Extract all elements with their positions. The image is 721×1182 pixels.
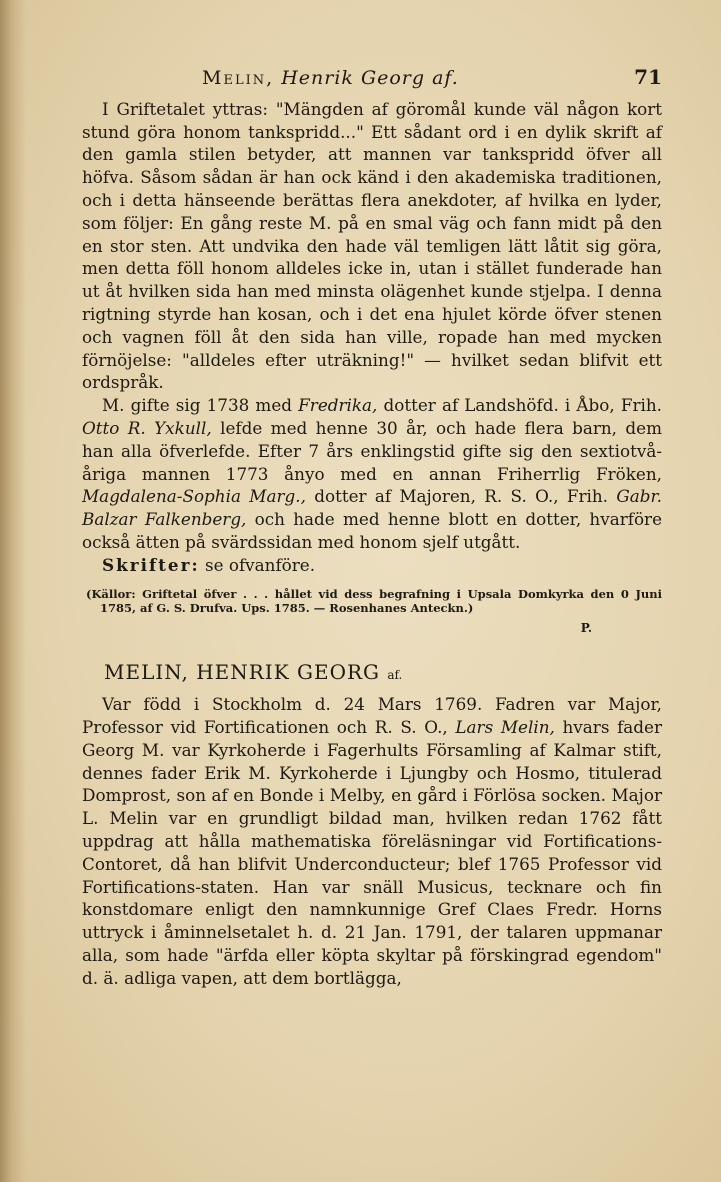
marriage-text-b: dotter af Landshöfd. i Åbo, Frih. [377,395,663,416]
paragraph-writings [82,554,662,577]
entry-title [82,661,662,687]
marriage-text-a: M. gifte sig 1738 med [102,395,299,416]
writings-text: se ofvanföre. [199,554,316,575]
entry-text-a: Var född i Stockholm d. 24 Mars 1769. Fadren var Major, Professor vid Fortificationen och R. S. O., [82,694,662,737]
page-number: 71 [634,65,662,89]
entry-title-name: MELIN, HENRIK GEORG [104,660,381,685]
writings-label: Skrifter: [102,554,200,575]
wife-1-name: Fredrika, [298,395,378,416]
header-name [202,67,459,90]
marriage-text-c: lefde med henne 30 år, och hade flera barn, dem han alla öfverlefde. Efter 7 års enklingstid gifte sig den sextiotvå-åriga mannen 1773 ånyo med en annan Friherrlig Fröken, [82,417,662,484]
paragraph-marriage [82,394,662,554]
paragraph-entry-birth [82,693,662,989]
header-given-name: Henrik Georg af. [281,67,459,89]
father-in-law-1: Otto R. Yxkull, [82,417,212,438]
sources-note: (Källor: Griftetal öfver . . . hållet vid dess begrafning i Upsala Domkyrka den 0 Juni 1785, af G. S. Drufva. Ups. 1785. — Rosenhanes Anteckn.) [86,586,662,615]
header-surname: Melin, [202,67,275,89]
paragraph-griftetal: I Griftetalet yttras: "Mängden af göromål kunde väl någon kort stund göra honom tankspridd..." Ett sådant ord i en dylik skrift af den gamla stilen betyder, att mannen var tankspridd öfver all höfva. Såsom sådan är han ock känd i den akademiska traditionen, och i detta hänseende berättas flera anekdoter, af hvilka en lyder, som följer: En gång reste M. på en smal väg och fann midt på den en stor sten. Att undvika den hade väl temligen lätt låtit sig göra, men detta föll honom alldeles icke in, utan i stället funderade han ut åt hvilken sida han med minsta olägenhet kunde stjelpa. I denna rigtning styrde han kosan, och i det ena hjulet körde öfver stenen och vagnen föll åt den sida han ville, ropade han med mycken förnöjelse: "alldeles efter uträkning!" — hvilket sedan blifvit ett ordspråk. [82,98,662,393]
entry-title-suffix: af. [387,668,403,683]
marriage-text-d: dotter af Majoren, R. S. O., Frih. [305,486,617,507]
wife-2-name: Magdalena-Sophia Marg., [82,486,306,507]
father-in-law-2: Gabr. Balzar Falkenberg, [82,486,662,530]
entry-text-b: hvars fader Georg M. var Kyrkoherde i Fagerhults Församling af Kalmar stift, dennes fader Erik M. Kyrkoherde i Ljungby och Hosmo, titulerad Domprost, son af en Bonde i Melby, en gård i Förlösa socken. Major L. Melin var en grundligt bildad man, hvilken redan 1762 fått uppdrag att hålla mathematiska föreläsningar vid Fortifications-Contoret, då han blifvit Underconducteur; blef 1765 Professor vid Fortifications-staten. Han var snäll Musicus, tecknare och fin konstdomare enligt den namnkunnige Gref Claes Fredr. Horns uttryck i åminnelsetalet h. d. 21 Jan. 1791, der talaren uppmanar alla, som hade "ärfda eller köpta skyltar på förskingrad egendom" d. ä. adliga vapen, att dem bortlägga, [82,716,663,988]
entry-separator [82,639,662,661]
running-header [82,66,662,90]
marriage-text-e: och hade med henne blott en dotter, hvarföre också ätten på svärdssidan med honom sjelf utgått. [82,509,663,552]
page-binding-shadow [0,0,26,1182]
author-signature: P. [580,620,592,635]
entry-father-name: Lars Melin, [455,716,555,737]
text-block [82,66,662,989]
